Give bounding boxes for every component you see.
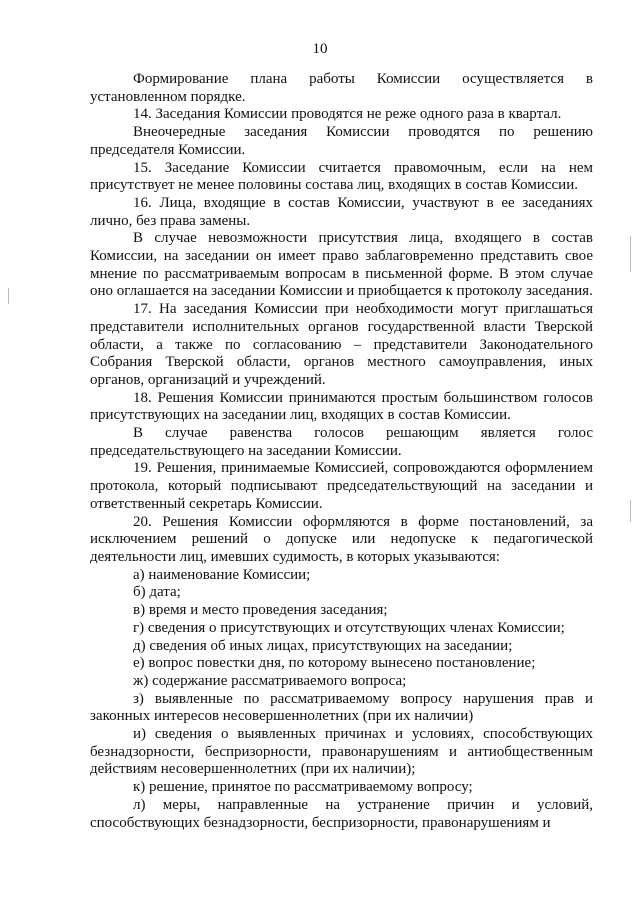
scan-mark-right	[630, 236, 631, 272]
document-body	[90, 71, 593, 832]
paragraph: 19. Решения, принимаемые Комиссией, сопровождаются оформлением протокола, который подписывают председательствующий на заседании и ответственный секретарь Комиссии.	[90, 460, 593, 512]
paragraph: 14. Заседания Комиссии проводятся не реже одного раза в квартал.	[133, 106, 562, 123]
paragraph: 17. На заседания Комиссии при необходимости могут приглашаться представители исполнительных органов государственной власти Тверской области, а также по согласованию – представители Законодательного Собрания Тверской области, органов местного самоуправления, иных органов, организаций и учреждений.	[90, 301, 593, 388]
paragraph: Внеочередные заседания Комиссии проводятся по решению председателя Комиссии.	[90, 124, 593, 158]
page-number: 10	[312, 41, 328, 57]
paragraph: 16. Лица, входящие в состав Комиссии, участвуют в ее заседаниях лично, без права замены.	[90, 194, 593, 229]
list-item: л) меры, направленные на устранение причин и условий, способствующих безнадзорности, беспризорности, правонарушениям и	[90, 796, 593, 831]
list-item: в) время и место проведения заседания;	[133, 602, 388, 619]
list-item: д) сведения об иных лицах, присутствующих на заседании;	[133, 637, 513, 654]
paragraph: В случае невозможности присутствия лица, входящего в состав Комиссии, на заседании он имеет право заблаговременно представить свое мнение по рассматриваемым вопросам в письменной форме. В этом случае оно оглашается на заседании Комиссии и приобщается к протоколу заседания.	[90, 230, 593, 300]
scan-mark-right-lower	[630, 500, 631, 522]
paragraph: 18. Решения Комиссии принимаются простым большинством голосов присутствующих на заседании лиц, входящих в состав Комиссии.	[90, 389, 593, 424]
list-item: к) решение, принятое по рассматриваемому вопросу;	[133, 779, 473, 796]
paragraph: 15. Заседание Комиссии считается правомочным, если на нем присутствует не менее половины состава лиц, входящих в состав Комиссии.	[90, 159, 593, 194]
paragraph: 20. Решения Комиссии оформляются в форме постановлений, за исключением решений о допуске или недопуске к педагогической деятельности лиц, имевших судимость, в которых указываются:	[90, 513, 593, 565]
list-item: б) дата;	[133, 584, 181, 601]
list-item: з) выявленные по рассматриваемому вопросу нарушения прав и законных интересов несовершеннолетних (при их наличии)	[90, 690, 593, 725]
list-item: г) сведения о присутствующих и отсутствующих членах Комиссии;	[133, 619, 565, 636]
list-item: е) вопрос повестки дня, по которому вынесено постановление;	[133, 655, 536, 672]
list-item: а) наименование Комиссии;	[133, 566, 311, 583]
list-item: и) сведения о выявленных причинах и условиях, способствующих безнадзорности, беспризорности, правонарушениям и антиобщественным действиям несовершеннолетних (при их наличии);	[90, 726, 593, 778]
list-item: ж) содержание рассматриваемого вопроса;	[133, 672, 407, 689]
paragraph: В случае равенства голосов решающим является голос председательствующего на заседании Комиссии.	[90, 425, 593, 459]
paragraph: Формирование плана работы Комиссии осуществляется в установленном порядке.	[90, 71, 593, 105]
scan-mark-left	[8, 288, 9, 304]
